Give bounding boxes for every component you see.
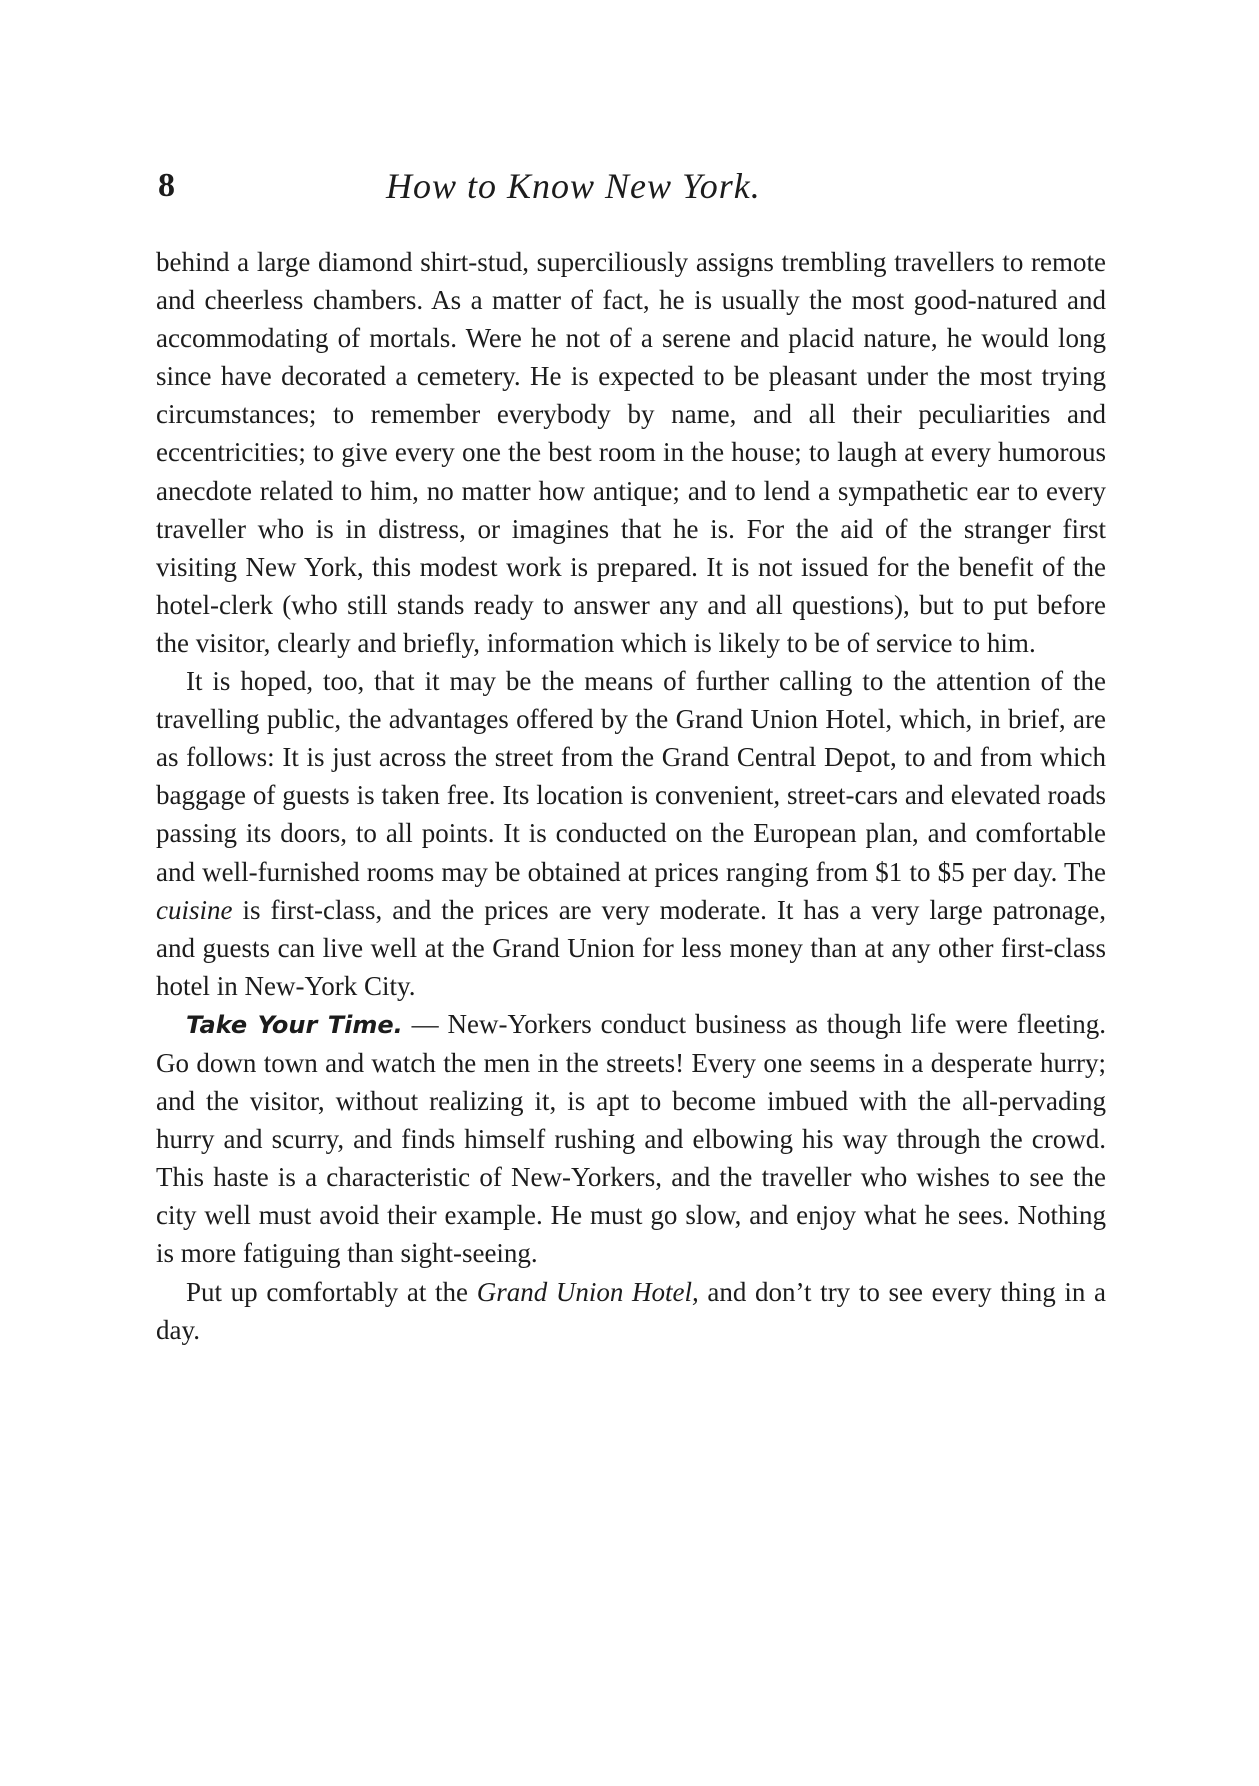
paragraph-2 [156, 662, 1106, 1005]
paragraph-2-text-b: is first-class, and the prices are very moderate. It has a very large patronage, and guests can live well at the Grand Union for less money than at any other first-class hotel in New-York City. [156, 894, 1106, 1001]
paragraph-4-text-a: Put up comfortably at the [186, 1276, 477, 1307]
running-title: How to Know New York. [386, 166, 761, 206]
paragraph-4 [156, 1273, 1106, 1349]
page-number: 8 [158, 167, 175, 204]
paragraph-3 [156, 1005, 1106, 1273]
paragraph-2-text-a: It is hoped, too, that it may be the means of further calling to the attention of the travelling public, the advantages offered by the Grand Union Hotel, which, in brief, are as follows: It is just across the street from the Grand Central Depot, to and from which baggage of guests is taken free. Its location is convenient, street-cars and elevated roads passing its doors, to all points. It is conducted on the European plan, and comfortable and well-furnished rooms may be obtained at prices ranging from $1 to $5 per day. The [156, 666, 1106, 887]
cuisine-italic: cuisine [156, 894, 233, 925]
paragraph-4-text-b: and don’t try to see every thing in a day. [156, 1276, 1106, 1345]
grand-union-hotel-italic: Grand Union Hotel, [476, 1276, 699, 1307]
paragraph-1: behind a large diamond shirt-stud, superciliously assigns trembling travellers to remote and cheerless chambers. As a matter of fact, he is usually the most good-natured and accommodating of mortals. Were he not of a serene and placid nature, he would long since have decorated a cemetery. He is expected to be pleasant under the most trying circumstances; to remember everybody by name, and all their peculiarities and eccentricities; to give every one the best room in the house; to laugh at every humorous anecdote related to him, no matter how antique; and to lend a sympathetic ear to every traveller who is in distress, or imagines that he is. For the aid of the stranger first visiting New York, this modest work is prepared. It is not issued for the benefit of the hotel-clerk (who still stands ready to answer any and all questions), but to put before the visitor, clearly and briefly, information which is likely to be of service to him. [156, 247, 1106, 658]
body-text [156, 243, 1106, 1349]
running-head [158, 164, 1098, 214]
paragraph-3-text: — New-Yorkers conduct business as though life were fleeting. Go down town and watch the men in the streets! Every one seems in a desperate hurry; and the visitor, without realizing it, is apt to become imbued with the all-pervading hurry and scurry, and finds himself rushing and elbowing his way through the crowd. This haste is a characteristic of New-Yorkers, and the traveller who wishes to see the city well must avoid their example. He must go slow, and enjoy what he sees. Nothing is more fatiguing than sight-seeing. [156, 1008, 1106, 1269]
section-heading-take-your-time: Take Your Time. [186, 1010, 403, 1039]
